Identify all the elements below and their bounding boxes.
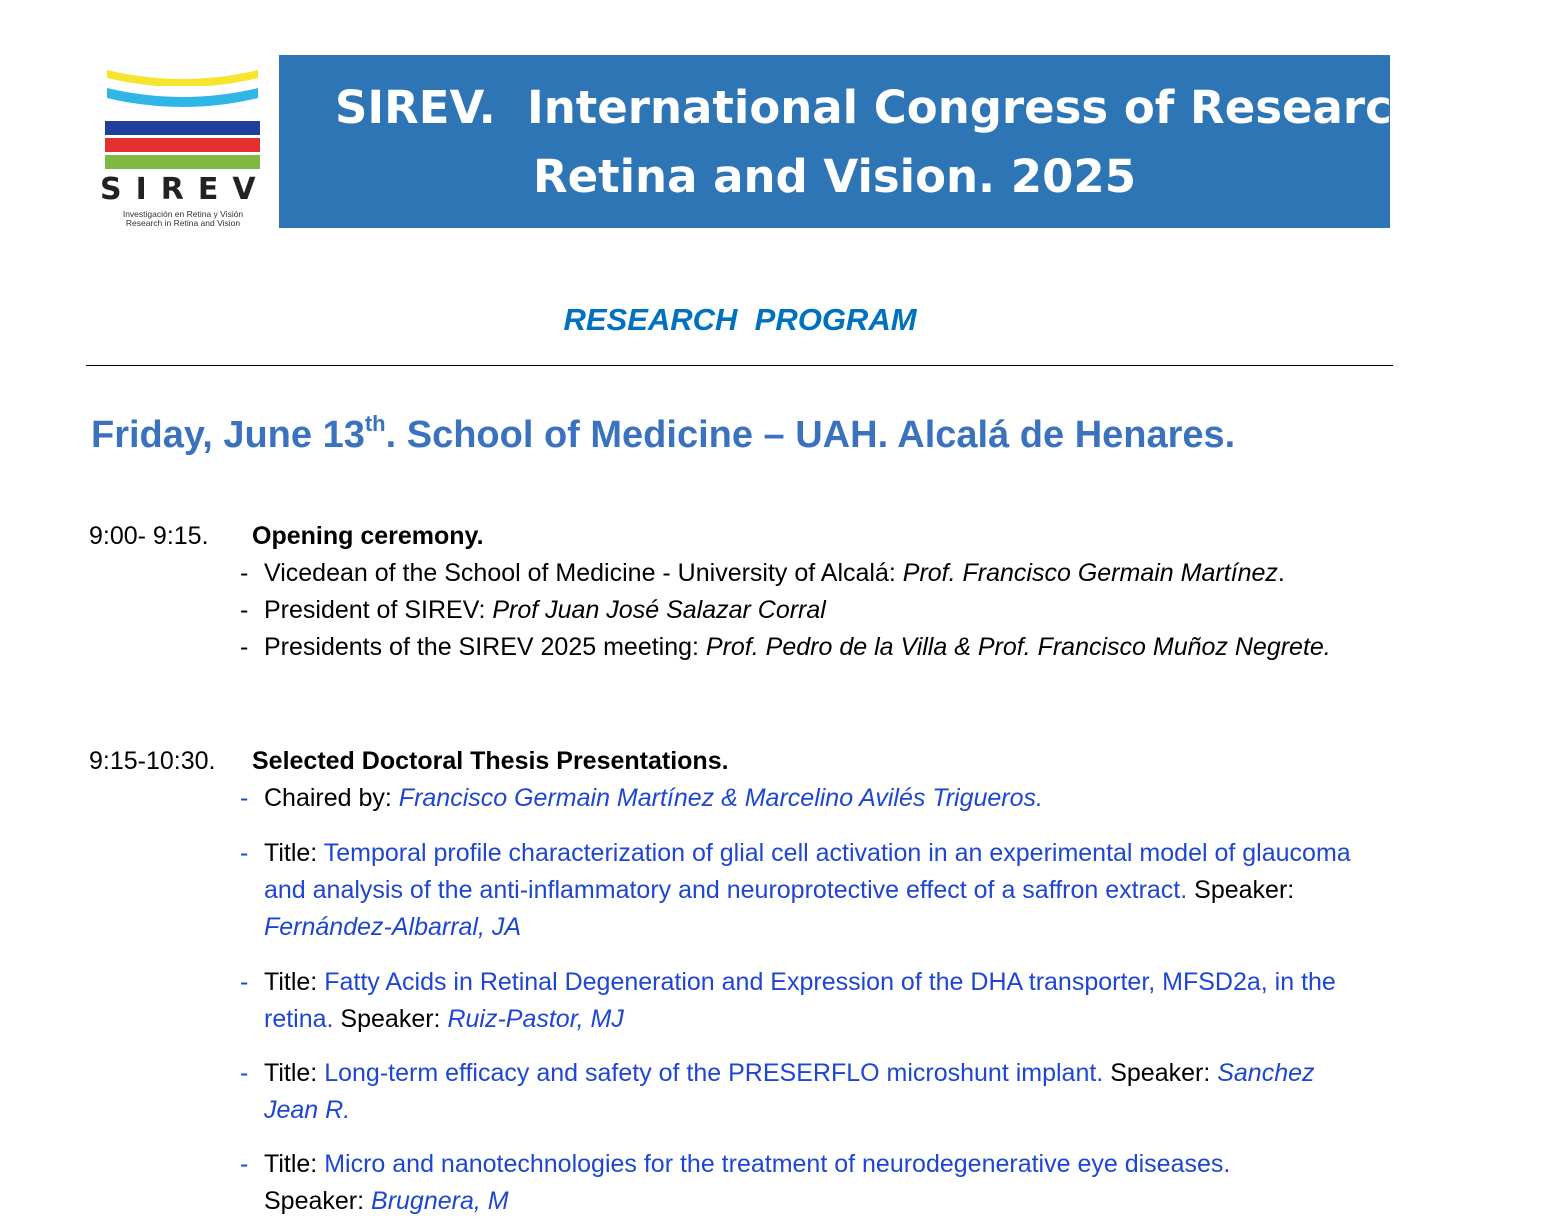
- logo-green-stripe: [105, 155, 260, 169]
- speaker-name: Ruiz-Pastor, MJ: [447, 1005, 624, 1033]
- item-label: Vicedean of the School of Medicine - University of Alcalá:: [264, 559, 903, 587]
- talk-title: Long-term efficacy and safety of the PRESERFLO microshunt implant.: [324, 1059, 1104, 1087]
- list-item: [240, 592, 1400, 629]
- talk-item: [240, 1055, 1340, 1129]
- talk-title: Fatty Acids in Retinal Degeneration and Expression of the DHA transporter, MFSD2a, in the retina.: [264, 968, 1336, 1033]
- session-time: 9:15-10:30.: [89, 747, 216, 775]
- bullet-dash: -: [240, 559, 249, 587]
- talk-title-label: Title:: [264, 1059, 325, 1087]
- talk-title-label: Title:: [264, 839, 324, 867]
- day-heading-rest: . School of Medicine – UAH. Alcalá de Henares.: [385, 414, 1236, 456]
- divider: [86, 365, 1393, 366]
- talk-title: Temporal profile characterization of glial cell activation in an experimental model of glaucoma and analysis of the anti-inflammatory and neuroprotective effect of a saffron extract.: [264, 839, 1351, 904]
- item-label: Presidents of the SIREV 2025 meeting:: [264, 633, 706, 661]
- talk-title-label: Title:: [264, 1150, 325, 1178]
- day-heading-prefix: Friday, June 13: [91, 414, 365, 456]
- speaker-name: Sanchez Jean R.: [264, 1059, 1315, 1124]
- bullet-dash: -: [240, 1059, 249, 1087]
- speaker-label: Speaker:: [264, 1187, 372, 1215]
- day-heading-ordinal: th: [364, 411, 386, 436]
- speaker-label: Speaker:: [1103, 1059, 1218, 1087]
- logo-subtitle-en: Research in Retina and Vision: [125, 218, 241, 228]
- congress-title-banner: [279, 55, 1487, 228]
- logo-blue-stripe: [105, 121, 260, 135]
- talk-title-label: Title:: [264, 968, 325, 996]
- item-tail: .: [1277, 559, 1285, 587]
- speaker-name: Fernández-Albarral, JA: [264, 913, 522, 941]
- session-title: Selected Doctoral Thesis Presentations.: [252, 747, 729, 775]
- talk-item: [240, 1146, 1360, 1220]
- item-person: Prof. Francisco Germain Martínez: [902, 559, 1278, 587]
- session-time: 9:00- 9:15.: [89, 522, 209, 550]
- chaired-label: Chaired by:: [264, 784, 399, 812]
- logo-yellow-arc: [105, 66, 260, 86]
- bullet-dash: -: [240, 784, 249, 812]
- bullet-dash: -: [240, 633, 249, 661]
- chaired-by: [240, 780, 1400, 817]
- bullet-dash: -: [240, 596, 249, 624]
- speaker-name: Brugnera, M: [371, 1187, 509, 1215]
- banner-title-line-2: Retina and Vision. 2025: [532, 150, 1137, 203]
- logo-wordmark: SIREV: [100, 172, 270, 207]
- banner-title-line-1: SIREV. International Congress of Research in: [335, 81, 1487, 134]
- speaker-label: Speaker:: [333, 1005, 448, 1033]
- chairs-names: Francisco Germain Martínez & Marcelino Avilés Trigueros.: [398, 784, 1043, 812]
- talk-title: Micro and nanotechnologies for the treatment of neurodegenerative eye diseases.: [324, 1150, 1231, 1178]
- session-title: Opening ceremony.: [252, 522, 484, 550]
- item-person: Prof. Pedro de la Villa & Prof. Francisco Muñoz Negrete.: [705, 633, 1331, 661]
- list-item: [240, 629, 1400, 666]
- bullet-dash: -: [240, 1150, 249, 1178]
- speaker-label: Speaker:: [1187, 876, 1295, 904]
- logo-red-stripe: [105, 138, 260, 152]
- list-item: [240, 555, 1400, 592]
- item-label: President of SIREV:: [264, 596, 493, 624]
- logo-subtitle-es: Investigación en Retina y Visión: [122, 209, 244, 219]
- item-person: Prof Juan José Salazar Corral: [492, 596, 826, 624]
- bullet-dash: -: [240, 968, 249, 996]
- day-heading: [91, 411, 1236, 457]
- sirev-logo: [100, 66, 270, 230]
- bullet-dash: -: [240, 839, 249, 867]
- talk-item: [240, 964, 1400, 1038]
- logo-cyan-arc: [105, 84, 260, 108]
- talk-item: [240, 835, 1360, 946]
- program-heading: RESEARCH PROGRAM: [563, 302, 917, 337]
